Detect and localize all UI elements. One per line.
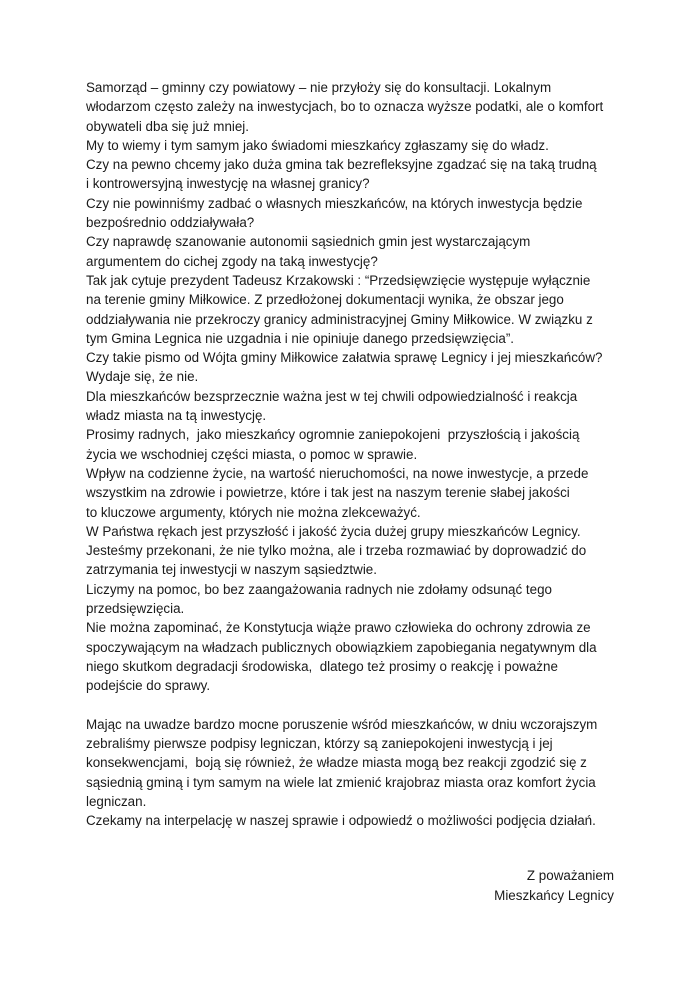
text-line: obywateli dba się już mniej. <box>86 118 250 134</box>
closing-text: Z poważaniem <box>526 868 614 883</box>
text-line: przedsięwzięcia. <box>86 601 185 617</box>
signatory-text: Mieszkańcy Legnicy <box>494 888 614 903</box>
text-line: podejście do sprawy. <box>86 678 211 694</box>
text-line: konsekwencjami, boją się również, że władze miasta mogą bez reakcji zgodzić się z <box>86 755 587 771</box>
signature-block <box>494 866 614 906</box>
paragraph-1 <box>86 78 646 696</box>
text-line: bezpośrednio oddziaływała? <box>86 215 255 231</box>
text-line: spoczywającym na władzach publicznych obowiązkiem zapobiegania negatywnym dla <box>86 639 597 655</box>
text-line: W Państwa rękach jest przyszłość i jakość życia dużej grupy mieszkańców Legnicy. <box>86 523 581 539</box>
paragraph-spacer <box>86 696 646 715</box>
text-line: Prosimy radnych, jako mieszkańcy ogromnie zaniepokojeni przyszłością i jakością <box>86 427 580 443</box>
text-line: Wpływ na codzienne życie, na wartość nieruchomości, na nowe inwestycje, a przede <box>86 465 589 481</box>
text-line: Samorząd – gminny czy powiatowy – nie przyłoży się do konsultacji. Lokalnym <box>86 80 552 95</box>
text-line: Mając na uwadze bardzo mocne poruszenie wśród mieszkańców, w dniu wczorajszym <box>86 716 598 732</box>
text-line: włodarzom często zależy na inwestycjach, bo to oznacza wyższe podatki, ale o komfort <box>86 99 604 115</box>
text-line: zebraliśmy pierwsze podpisy legniczan, którzy są zaniepokojeni inwestycją i jej <box>86 736 553 752</box>
text-line: życia we wschodniej części miasta, o pomoc w sprawie. <box>86 446 418 462</box>
text-line: Liczymy na pomoc, bo bez zaangażowania radnych nie zdołamy odsunąć tego <box>86 581 552 597</box>
text-line: My to wiemy i tym samym jako świadomi mieszkańcy zgłaszamy się do władz. <box>86 137 549 153</box>
text-line: Wydaje się, że nie. <box>86 369 199 385</box>
text-line: Czekamy na interpelację w naszej sprawie i odpowiedź o możliwości podjęcia działań. <box>86 813 596 829</box>
text-line: władz miasta na tą inwestycję. <box>86 408 267 424</box>
text-line: legniczan. <box>86 793 147 809</box>
letter-body <box>86 78 646 831</box>
text-line: Czy na pewno chcemy jako duża gmina tak bezrefleksyjne zgadzać się na taką trudną <box>86 157 597 173</box>
text-line: to kluczowe argumenty, których nie można zlekceważyć. <box>86 504 421 520</box>
text-line: Jesteśmy przekonani, że nie tylko można, ale i trzeba rozmawiać by doprowadzić do <box>86 543 587 559</box>
text-line: tym Gmina Legnica nie uzgadnia i nie opiniuje danego przedsięwzięcia”. <box>86 330 515 346</box>
text-line: Czy naprawdę szanowanie autonomii sąsiednich gmin jest wystarczającym <box>86 234 531 250</box>
text-line: zatrzymania tej inwestycji w naszym sąsiedztwie. <box>86 562 377 578</box>
text-line: wszystkim na zdrowie i powietrze, które i tak jest na naszym terenie słabej jakości <box>86 485 570 501</box>
text-line: na terenie gminy Miłkowice. Z przedłożonej dokumentacji wynika, że obszar jego <box>86 292 564 308</box>
text-line: sąsiednią gminą i tym samym na wiele lat zmienić krajobraz miasta oraz komfort życia <box>86 774 596 790</box>
text-line: Tak jak cytuje prezydent Tadeusz Krzakowski : “Przedsięwzięcie występuje wyłącznie <box>86 272 591 288</box>
text-line: oddziaływania nie przekroczy granicy administracyjnej Gminy Miłkowice. W związku z <box>86 311 593 327</box>
text-line: Czy nie powinniśmy zadbać o własnych mieszkańców, na których inwestycja będzie <box>86 195 583 211</box>
text-line: i kontrowersyjną inwestycję na własnej granicy? <box>86 176 370 192</box>
text-line: niego skutkom degradacji środowiska, dlatego też prosimy o reakcję i poważne <box>86 658 558 674</box>
text-line: Dla mieszkańców bezsprzecznie ważna jest w tej chwili odpowiedzialność i reakcja <box>86 388 578 404</box>
paragraph-2 <box>86 715 646 831</box>
text-line: argumentem do cichej zgody na taką inwestycję? <box>86 253 378 269</box>
text-line: Czy takie pismo od Wójta gminy Miłkowice załatwia sprawę Legnicy i jej mieszkańców? <box>86 350 603 366</box>
text-line: Nie można zapominać, że Konstytucja wiąże prawo człowieka do ochrony zdrowia ze <box>86 620 591 636</box>
